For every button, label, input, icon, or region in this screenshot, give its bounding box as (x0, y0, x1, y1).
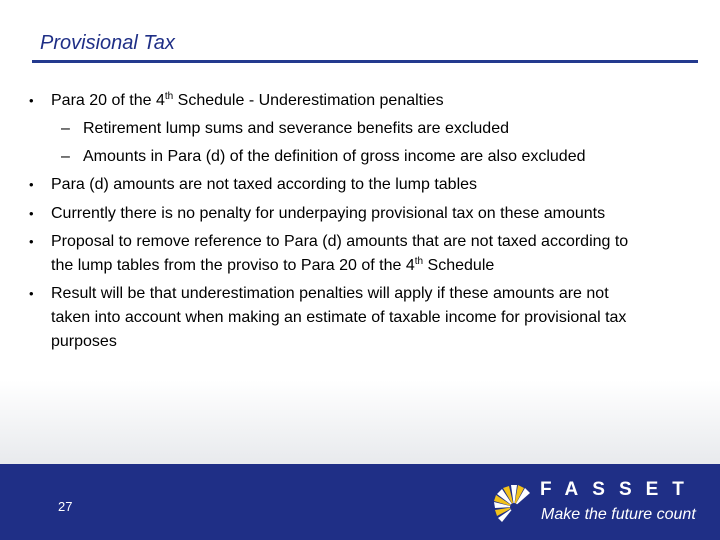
bullet-text-line: Result will be that underestimation penalties will apply if these amounts are not (51, 285, 609, 302)
bullet-item (29, 89, 707, 113)
bullet-marker: • (29, 93, 34, 108)
footer-bar (0, 464, 720, 540)
logo-tagline: Make the future count (541, 506, 696, 523)
bullet-text: Para (d) amounts are not taxed according to the lump tables (51, 176, 478, 193)
bullet-item (29, 230, 707, 278)
bullet-text-line: the lump tables from the proviso to Para 20 of the 4th Schedule (51, 256, 495, 274)
bullet-marker: • (29, 206, 34, 221)
bullet-marker: • (29, 177, 34, 192)
bullet-text: Para 20 of the 4th Schedule - Underestimation penalties (51, 91, 444, 109)
bullet-text-line: taken into account when making an estimate of taxable income for provisional tax (51, 309, 627, 326)
logo-wordmark: FASSET (540, 479, 698, 500)
starburst-logo-icon (490, 480, 534, 524)
fasset-logo (490, 476, 712, 534)
bullet-item (29, 202, 707, 226)
slide-number: 27 (58, 499, 73, 514)
bullet-text-line: Proposal to remove reference to Para (d) amounts that are not taxed according to (51, 233, 629, 250)
bullet-text: Currently there is no penalty for underpaying provisional tax on these amounts (51, 205, 606, 222)
bullet-item (29, 173, 707, 197)
slide-title: Provisional Tax (40, 32, 175, 54)
sub-bullet-text: Retirement lump sums and severance benefits are excluded (83, 120, 509, 137)
sub-bullet-marker: – (61, 120, 70, 137)
bullet-marker: • (29, 286, 34, 301)
sub-bullet-marker: – (61, 148, 70, 165)
bullet-text-line: purposes (51, 333, 117, 350)
bullet-item (29, 282, 707, 354)
bullet-marker: • (29, 234, 34, 249)
sub-bullet-text: Amounts in Para (d) of the definition of gross income are also excluded (83, 148, 586, 165)
